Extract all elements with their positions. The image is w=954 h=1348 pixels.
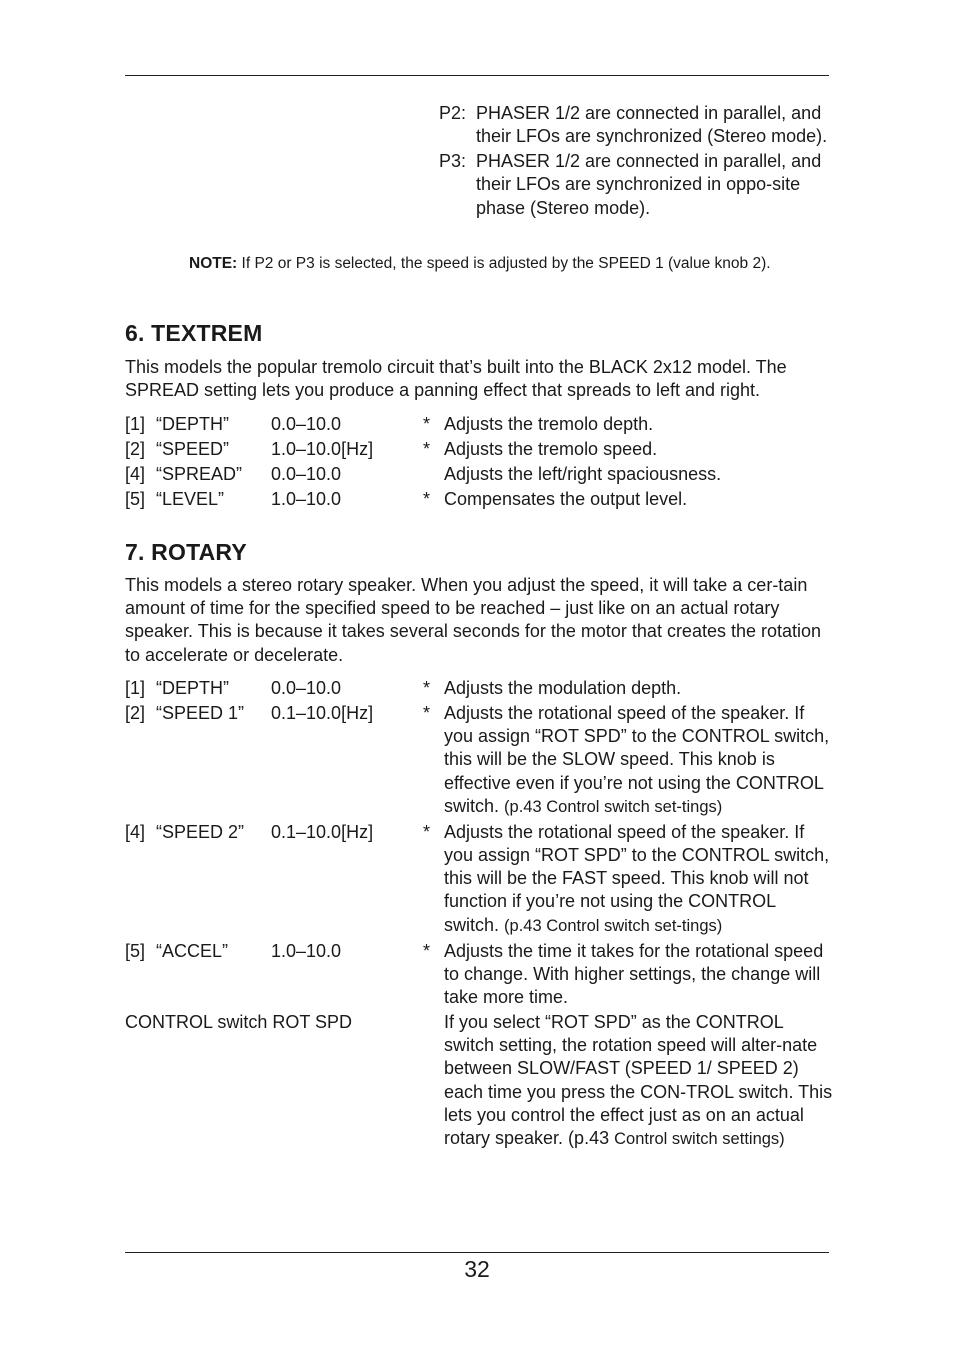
- textrem-description: This models the popular tremolo circuit that’s built into the BLACK 2x12 model. The SPREAD setting lets you produce a panning effect that spreads to left and right.: [125, 357, 787, 401]
- mode-key: P2:: [439, 103, 467, 123]
- param-index: [2]: [125, 703, 146, 723]
- param-index: [5]: [125, 940, 146, 961]
- page-reference: (p.43 Control switch set-tings): [504, 916, 723, 935]
- param-row: [125, 702, 837, 819]
- control-switch-label: CONTROL switch ROT SPD: [125, 1012, 353, 1033]
- param-mark: *: [423, 678, 431, 698]
- param-row: [125, 463, 837, 486]
- note: [189, 253, 829, 274]
- header-rule: [125, 75, 829, 76]
- param-mark: *: [423, 821, 431, 842]
- page-reference: (p.43 Control switch set-tings): [504, 797, 723, 816]
- param-desc: Adjusts the modulation depth.: [444, 678, 682, 698]
- param-name: “SPEED”: [156, 439, 230, 459]
- mode-text: PHASER 1/2 are connected in parallel, and their LFOs are synchronized in oppo-site phase (Stereo mode).: [476, 151, 822, 218]
- param-desc-text: Adjusts the rotational speed of the speaker. If you assign “ROT SPD” to the CONTROL switch, this will be the SLOW speed. This knob is effective even if you’re not using the CONTROL switch.: [444, 703, 830, 816]
- page-number: 32: [464, 1256, 490, 1282]
- param-range: 0.0–10.0: [271, 678, 342, 698]
- param-name: “LEVEL”: [156, 489, 225, 509]
- param-name: “SPEED 1”: [156, 703, 245, 723]
- param-row: [125, 821, 837, 938]
- param-index: [1]: [125, 678, 146, 698]
- note-label: NOTE:: [189, 255, 238, 272]
- param-range: 1.0–10.0: [271, 940, 342, 961]
- param-index: [4]: [125, 821, 146, 842]
- param-name: “SPEED 2”: [156, 821, 245, 842]
- section-heading-rotary: 7. ROTARY: [125, 539, 247, 565]
- footer-rule: [125, 1252, 829, 1253]
- param-mark: *: [423, 703, 431, 723]
- param-row: [125, 413, 837, 436]
- phaser-mode-list: [439, 102, 839, 220]
- section-heading-textrem: 6. TEXTREM: [125, 320, 263, 346]
- param-row: [125, 488, 837, 511]
- param-index: [2]: [125, 439, 146, 459]
- param-desc: Adjusts the time it takes for the rotational speed to change. With higher settings, the change will take more time.: [444, 940, 824, 1008]
- control-switch-desc: [444, 1011, 834, 1151]
- param-mark: [423, 463, 444, 486]
- param-mark: *: [423, 414, 431, 434]
- rotary-description: This models a stereo rotary speaker. When you adjust the speed, it will take a cer-tain amount of time for the specified speed to be reached – just like on an actual rotary speaker. This is because it takes several seconds for the motor that creates the rotation to accelerate or decelerate.: [125, 575, 822, 665]
- mode-key: P3:: [439, 151, 467, 172]
- param-mark: *: [423, 439, 431, 459]
- param-row: [125, 677, 837, 700]
- param-index: [1]: [125, 414, 146, 434]
- param-range: 1.0–10.0: [271, 489, 342, 509]
- mode-item: [439, 150, 839, 220]
- param-name: “SPREAD”: [156, 464, 243, 484]
- param-range: 0.0–10.0: [271, 414, 342, 434]
- control-switch-desc-text: If you select “ROT SPD” as the CONTROL switch setting, the rotation speed will alter-nate between SLOW/FAST (SPEED 1/ SPEED 2) each time you press the CON-TROL switch. This lets you control the effect just as on an actual rotary speaker. (p.43: [444, 1012, 833, 1149]
- param-name: “DEPTH”: [156, 678, 229, 698]
- param-range: 0.1–10.0[Hz]: [271, 703, 374, 723]
- textrem-param-table: [125, 413, 837, 513]
- param-desc: Compensates the output level.: [444, 489, 688, 509]
- param-range: 0.1–10.0[Hz]: [271, 821, 374, 842]
- param-index: [4]: [125, 464, 146, 484]
- param-name: “DEPTH”: [156, 414, 229, 434]
- param-desc: [444, 702, 834, 819]
- param-row: [125, 940, 837, 1010]
- rotary-param-table: [125, 677, 837, 1153]
- param-row: [125, 438, 837, 461]
- param-desc: Adjusts the tremolo speed.: [444, 439, 658, 459]
- param-range: 0.0–10.0: [271, 464, 342, 484]
- page-reference: Control switch settings): [614, 1130, 785, 1149]
- param-desc: Adjusts the tremolo depth.: [444, 414, 654, 434]
- param-desc: Adjusts the left/right spaciousness.: [444, 464, 722, 484]
- param-desc-text: Adjusts the rotational speed of the speaker. If you assign “ROT SPD” to the CONTROL switch, this will be the FAST speed. This knob will not function if you’re not using the CONTROL switch.: [444, 821, 830, 935]
- control-switch-row: [125, 1011, 837, 1151]
- param-mark: *: [423, 489, 431, 509]
- mode-text: PHASER 1/2 are connected in parallel, and their LFOs are synchronized (Stereo mode).: [476, 103, 828, 147]
- note-text: If P2 or P3 is selected, the speed is adjusted by the SPEED 1 (value knob 2).: [237, 255, 771, 272]
- param-range: 1.0–10.0[Hz]: [271, 439, 374, 459]
- param-desc: [444, 821, 834, 938]
- mode-item: [439, 102, 839, 148]
- param-index: [5]: [125, 489, 146, 509]
- param-mark: *: [423, 940, 431, 961]
- param-name: “ACCEL”: [156, 940, 229, 961]
